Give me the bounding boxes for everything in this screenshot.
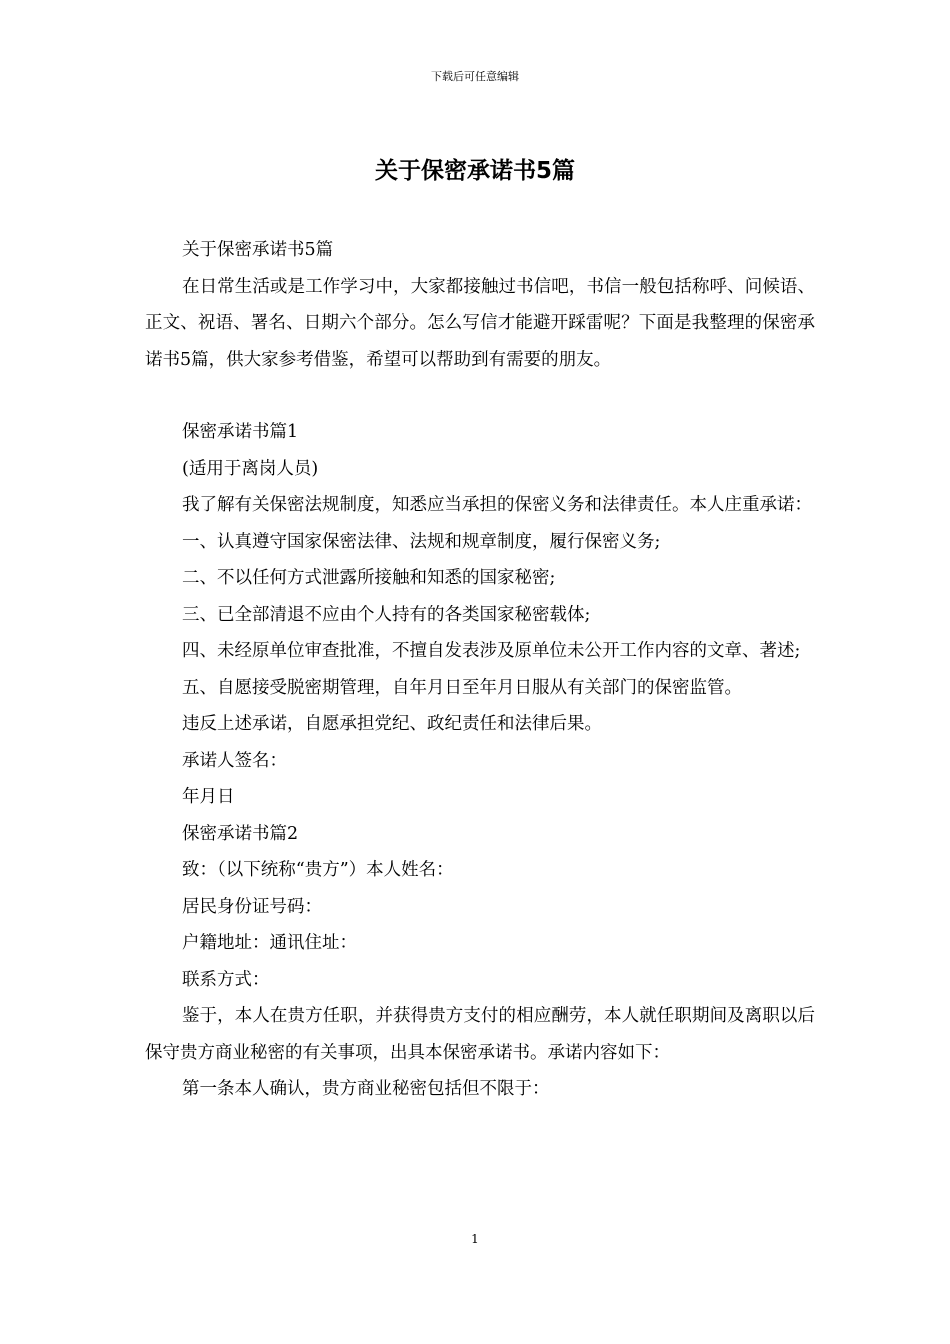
paragraph: 四、未经原单位审查批准，不擅自发表涉及原单位未公开工作内容的文章、著述; <box>182 641 801 661</box>
paragraph: (适用于离岗人员) <box>182 458 319 479</box>
page-header: 下载后可任意编辑 <box>431 70 519 83</box>
paragraph: 三、已全部清退不应由个人持有的各类国家秘密载体; <box>182 604 591 625</box>
section-heading-2: 保密承诺书篇2 <box>182 823 299 844</box>
paragraph: 五、自愿接受脱密期管理，自年月日至年月日服从有关部门的保密监管。 <box>182 677 742 698</box>
signature-label: 承诺人签名： <box>182 750 287 771</box>
paragraph: 第一条本人确认，贵方商业秘密包括但不限于： <box>182 1079 550 1099</box>
document-title: 关于保密承诺书5篇 <box>374 158 575 184</box>
page-number: 1 <box>471 1232 479 1246</box>
paragraph: 居民身份证号码： <box>182 896 322 917</box>
paragraph: 鉴于，本人在贵方任职，并获得贵方支付的相应酬劳，本人就任职期间及离职以后保守贵方商业秘密的有关事项，出具本保密承诺书。承诺内容如下： <box>145 1006 815 1063</box>
paragraph: 联系方式： <box>182 969 270 990</box>
paragraph-gap <box>145 378 815 414</box>
date-label: 年月日 <box>182 787 235 807</box>
intro-title: 关于保密承诺书5篇 <box>182 240 334 260</box>
paragraph: 一、认真遵守国家保密法律、法规和规章制度，履行保密义务; <box>182 531 661 552</box>
section-heading-1: 保密承诺书篇1 <box>182 422 299 442</box>
paragraph: 户籍地址：通讯住址： <box>182 933 357 953</box>
intro-paragraph: 在日常生活或是工作学习中，大家都接触过书信吧，书信一般包括称呼、问候语、正文、祝语、署名、日期六个部分。怎么写信才能避开踩雷呢？下面是我整理的保密承诺书5篇，供大家参考借鉴，希望可以帮助到有需要的朋友。 <box>145 276 815 370</box>
paragraph: 违反上述承诺，自愿承担党纪、政纪责任和法律后果。 <box>182 714 602 734</box>
paragraph: 二、不以任何方式泄露所接触和知悉的国家秘密; <box>182 568 556 588</box>
paragraph: 我了解有关保密法规制度，知悉应当承担的保密义务和法律责任。本人庄重承诺： <box>182 495 812 515</box>
document-body <box>145 232 815 1108</box>
paragraph: 致：（以下统称“贵方”）本人姓名： <box>182 860 454 880</box>
